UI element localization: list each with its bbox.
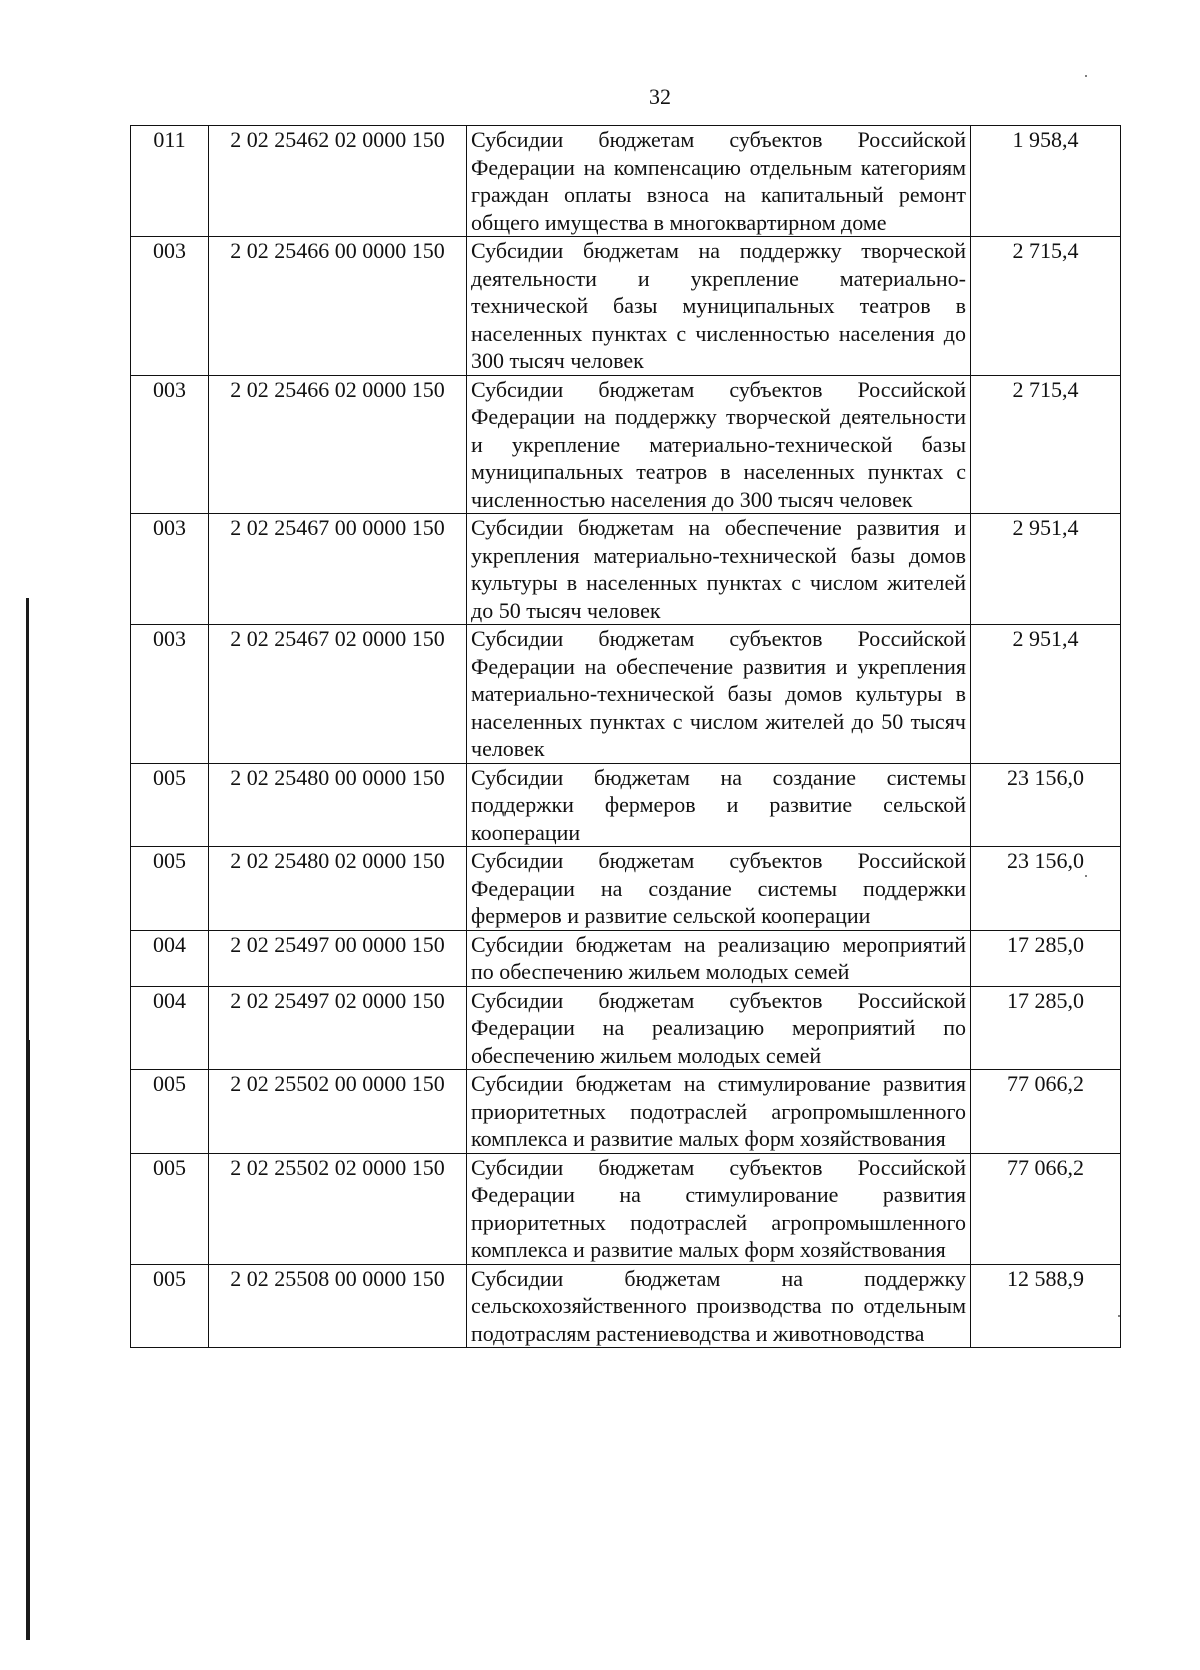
table-row (131, 847, 1121, 931)
amount-cell: 23 156,0 (971, 847, 1121, 931)
table-row (131, 514, 1121, 625)
admin-code-cell: 005 (131, 1264, 209, 1348)
amount-cell: 12 588,9 (971, 1264, 1121, 1348)
table-row (131, 375, 1121, 514)
amount-cell: 2 715,4 (971, 375, 1121, 514)
admin-code-cell: 005 (131, 763, 209, 847)
budget-code-cell: 2 02 25497 00 0000 150 (209, 930, 467, 986)
amount-cell: 2 715,4 (971, 237, 1121, 376)
budget-code-cell: 2 02 25480 02 0000 150 (209, 847, 467, 931)
admin-code-cell: 005 (131, 1070, 209, 1154)
admin-code-cell: 005 (131, 847, 209, 931)
description-cell: Субсидии бюджетам на поддержку сельскохозяйственного производства по отдельным подотраслям растениеводства и животноводства (467, 1264, 971, 1348)
admin-code-cell: 004 (131, 930, 209, 986)
table-row (131, 986, 1121, 1070)
budget-code-cell: 2 02 25502 02 0000 150 (209, 1153, 467, 1264)
revenue-table (130, 125, 1121, 1348)
amount-cell: 23 156,0 (971, 763, 1121, 847)
amount-cell: 2 951,4 (971, 514, 1121, 625)
description-cell: Субсидии бюджетам на поддержку творческой деятельности и укрепление материально-технической базы муниципальных театров в населенных пунктах с численностью населения до 300 тысяч человек (467, 237, 971, 376)
budget-code-cell: 2 02 25467 00 0000 150 (209, 514, 467, 625)
table-row (131, 237, 1121, 376)
page-number: 32 (649, 84, 671, 109)
table-row (131, 1153, 1121, 1264)
description-cell: Субсидии бюджетам субъектов Российской Федерации на реализацию мероприятий по обеспечению жильем молодых семей (467, 986, 971, 1070)
admin-code-cell: 003 (131, 375, 209, 514)
amount-cell: 1 958,4 (971, 126, 1121, 237)
scan-edge-mark (26, 1040, 30, 1640)
table-row (131, 930, 1121, 986)
description-cell: Субсидии бюджетам субъектов Российской Федерации на обеспечение развития и укрепления материально-технической базы домов культуры в населенных пунктах с числом жителей до 50 тысяч человек (467, 625, 971, 764)
description-cell: Субсидии бюджетам на обеспечение развития и укрепления материально-технической базы домов культуры в населенных пунктах с числом жителей до 50 тысяч человек (467, 514, 971, 625)
description-cell: Субсидии бюджетам на стимулирование развития приоритетных подотраслей агропромышленного комплекса и развитие малых форм хозяйствования (467, 1070, 971, 1154)
description-cell: Субсидии бюджетам субъектов Российской Федерации на стимулирование развития приоритетных подотраслей агропромышленного комплекса и развитие малых форм хозяйствования (467, 1153, 971, 1264)
scan-edge-mark (26, 598, 29, 1040)
description-cell: Субсидии бюджетам субъектов Российской Федерации на компенсацию отдельным категориям граждан оплаты взноса на капитальный ремонт общего имущества в многоквартирном доме (467, 126, 971, 237)
table-row (131, 126, 1121, 237)
table-row (131, 763, 1121, 847)
admin-code-cell: 004 (131, 986, 209, 1070)
description-cell: Субсидии бюджетам на реализацию мероприятий по обеспечению жильем молодых семей (467, 930, 971, 986)
amount-cell: 17 285,0 (971, 930, 1121, 986)
description-cell: Субсидии бюджетам на создание системы поддержки фермеров и развитие сельской кооперации (467, 763, 971, 847)
amount-cell: 2 951,4 (971, 625, 1121, 764)
budget-code-cell: 2 02 25466 00 0000 150 (209, 237, 467, 376)
table-row (131, 1070, 1121, 1154)
budget-code-cell: 2 02 25480 00 0000 150 (209, 763, 467, 847)
amount-cell: 17 285,0 (971, 986, 1121, 1070)
budget-code-cell: 2 02 25466 02 0000 150 (209, 375, 467, 514)
budget-code-cell: 2 02 25508 00 0000 150 (209, 1264, 467, 1348)
budget-code-cell: 2 02 25467 02 0000 150 (209, 625, 467, 764)
budget-code-cell: 2 02 25462 02 0000 150 (209, 126, 467, 237)
budget-code-cell: 2 02 25497 02 0000 150 (209, 986, 467, 1070)
amount-cell: 77 066,2 (971, 1153, 1121, 1264)
admin-code-cell: 003 (131, 237, 209, 376)
description-cell: Субсидии бюджетам субъектов Российской Федерации на поддержку творческой деятельности и укрепление материально-технической базы муниципальных театров в населенных пунктах с численностью населения до 300 тысяч человек (467, 375, 971, 514)
scan-speck (1085, 75, 1087, 77)
budget-code-cell: 2 02 25502 00 0000 150 (209, 1070, 467, 1154)
admin-code-cell: 011 (131, 126, 209, 237)
amount-cell: 77 066,2 (971, 1070, 1121, 1154)
table-row (131, 1264, 1121, 1348)
table-row (131, 625, 1121, 764)
admin-code-cell: 003 (131, 514, 209, 625)
admin-code-cell: 003 (131, 625, 209, 764)
description-cell: Субсидии бюджетам субъектов Российской Федерации на создание системы поддержки фермеров и развитие сельской кооперации (467, 847, 971, 931)
admin-code-cell: 005 (131, 1153, 209, 1264)
